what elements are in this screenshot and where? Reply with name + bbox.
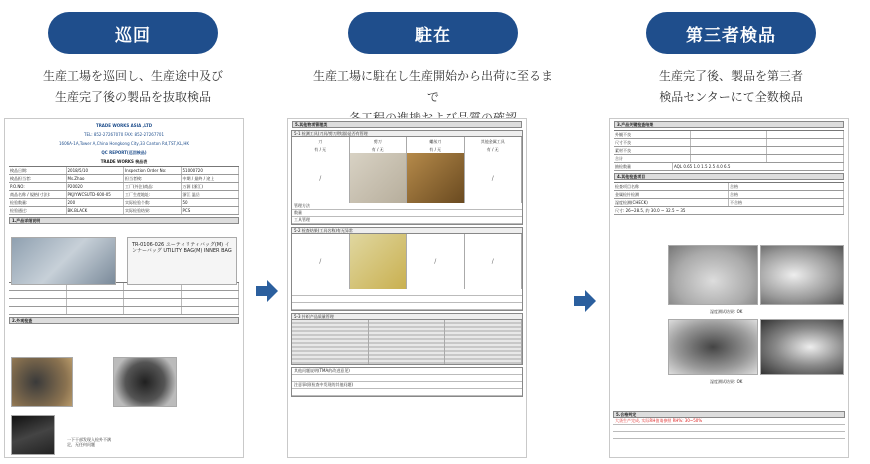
section-check-title: 5-2 检查结果(工具名称)有无异常 [292, 228, 522, 234]
cell: AQL 0.65 1.0 1.5 2.5 4.0 6.5 [673, 163, 844, 170]
cell: 尺寸: 26~28.5, 约 30.0 ~ 32.5 ~ 35 [614, 207, 844, 214]
cell: 检验数量: [9, 199, 67, 206]
cell [9, 299, 67, 306]
count-row: 数量 [292, 210, 522, 217]
check-row [292, 303, 522, 310]
notes-title-2: 注意事項(检查中发现的其他问题) [292, 382, 522, 389]
cell: 实际检验结果: [124, 207, 182, 214]
cell: / [407, 234, 465, 289]
report-subtitle: TRADE WORKS 検品表 [100, 159, 148, 164]
humidity-photo-3 [668, 319, 758, 375]
tool-photo-row [292, 153, 522, 203]
sheet-photo-3 [445, 320, 522, 364]
cell [767, 147, 844, 154]
tests-table [614, 182, 844, 215]
cell: 金属检针检测 [614, 191, 729, 198]
notes-row [292, 389, 522, 396]
title-pill-third-party: 第三者検品 [646, 12, 816, 54]
check-row [292, 296, 522, 303]
cell [767, 131, 844, 138]
cell [691, 139, 768, 146]
final-row [613, 432, 845, 439]
cell: 外観不良 [614, 131, 691, 138]
cell [124, 291, 182, 298]
third-party-inspection-document [609, 118, 849, 458]
final-note: 大货生产完成, 实际RH值请参照 RH%: 30~50% [613, 418, 845, 425]
cell: 湿度检测(CHECK) [614, 199, 729, 206]
desc-patrol-line1: 生産工場を巡回し、生産途中及び [42, 69, 223, 83]
cell: 200 [67, 199, 125, 206]
cell [124, 307, 182, 314]
cell: 2018/5/10 [67, 167, 125, 174]
humidity-photo-2 [760, 245, 844, 305]
cell: 合格 [729, 183, 844, 190]
cell [767, 139, 844, 146]
cell [691, 155, 768, 162]
table-row [614, 183, 844, 191]
table-row [9, 199, 239, 207]
cell [182, 299, 240, 306]
section-knit [291, 313, 523, 365]
cell: 素材不良 [614, 147, 691, 154]
humidity-photo-4 [760, 319, 844, 375]
table-row [614, 163, 844, 171]
table-row [9, 307, 239, 315]
section-knit-title: 5-3 针织产品质量管理 [292, 314, 522, 320]
check-photo-row [292, 234, 522, 289]
cell: / [465, 153, 523, 203]
cell [691, 131, 768, 138]
company-address: 1606A-1A,Tower A,China Hongkong City,33 Canton Rd,TST,KL,HK [59, 141, 189, 146]
cell: 螺丝刀 [407, 137, 465, 145]
cell [124, 299, 182, 306]
arrow-right-icon [256, 280, 278, 302]
screwdriver-photo [407, 153, 465, 203]
humidity-result-1: 湿度测试结果: OK [710, 309, 743, 314]
sheet-photo-1 [292, 320, 369, 364]
cell: 实际检验个数: [124, 199, 182, 206]
label-photo-left [11, 237, 116, 285]
table-row [614, 139, 844, 147]
knit-photo-row [292, 320, 522, 364]
notes-title-1: 其他问题说明(TMA的改进意见) [292, 368, 522, 375]
section-tools-title: 5-1 检测工具(刀具/剪刀/铁器)是否有管理 [292, 131, 522, 137]
section-final: 5.合格判定 [613, 411, 845, 418]
table-row [9, 299, 239, 307]
inspection-table [9, 282, 239, 315]
cell: 担当者検: [124, 175, 182, 182]
cell [67, 307, 125, 314]
product-photo-bag [113, 357, 177, 407]
cell: / [465, 234, 523, 289]
cell [767, 155, 844, 162]
section-tools [291, 130, 523, 225]
table-row [614, 199, 844, 207]
cell: 刀 [292, 137, 350, 145]
cell: 商品名称 / 規格(寸法): [9, 191, 67, 198]
notes-row [292, 375, 522, 382]
company-contact: TEL: 852-27267070 FAX: 852-27267701 [84, 132, 164, 137]
table-row [9, 183, 239, 191]
sheet-photo-2 [369, 320, 446, 364]
column-patrol [8, 0, 258, 108]
cell: 抽检数量 [614, 163, 673, 170]
desc-resident-line1: 生産工場に駐在し生産開始から出荷に至るまで [312, 69, 553, 104]
cell: 剪刀 [350, 137, 408, 145]
humidity-result-2: 湿度测试结果: OK [710, 379, 743, 384]
cell [691, 147, 768, 154]
table-row [9, 167, 239, 175]
cell: 検品日期: [9, 167, 67, 174]
cell: / [292, 153, 350, 203]
label-photo-text: TR-0106-026 ユーティリティバッグ(M) インナーバッグ UTILITY BAG(M) INNER BAG [132, 242, 232, 254]
table-row [9, 175, 239, 183]
cell: Inspection Order No: [124, 167, 182, 174]
cell: 工厂(外注)商品: [124, 183, 182, 190]
label-photo-right [127, 237, 237, 285]
arrow-right-icon [574, 290, 596, 312]
cell [67, 291, 125, 298]
title-pill-patrol: 巡回 [48, 12, 218, 54]
column-resident [308, 0, 558, 129]
cell: 检查项目名称 [614, 183, 729, 190]
cell: 其他金属工具 [465, 137, 523, 145]
cell: Ms.Zhao [67, 175, 125, 182]
product-photo-box [11, 357, 73, 407]
table-row [9, 291, 239, 299]
bottom-note: 一下干部发现入检外不满足，无任何问题 [67, 437, 111, 447]
desc-patrol-line2: 生産完了後の製品を抜取検品 [54, 90, 211, 104]
desc-third-party-line2: 検品センターにて全数検品 [659, 90, 803, 104]
section-notes [291, 367, 523, 397]
scissors-yellow-photo [350, 234, 408, 289]
cell: 检验通过: [9, 207, 67, 214]
resident-inspection-document [287, 118, 527, 458]
cell [9, 307, 67, 314]
cell: 有 / 无 [465, 145, 523, 153]
table-row [9, 207, 239, 215]
cell: 有 / 无 [350, 145, 408, 153]
cell: PCS [182, 207, 240, 214]
humidity-photo-1 [668, 245, 758, 305]
cell [182, 307, 240, 314]
cell: 51000720 [182, 167, 240, 174]
results-table [614, 130, 844, 171]
scissors-photo [350, 153, 408, 203]
table-row [614, 131, 844, 139]
table-row [9, 191, 239, 199]
cell: 有 / 无 [292, 145, 350, 153]
cell: 工厂生産地址: [124, 191, 182, 198]
cell: 合格 [729, 191, 844, 198]
qc-report-document [4, 118, 244, 458]
tool-header-row [292, 137, 522, 145]
table-row [614, 155, 844, 163]
cell: P20020 [67, 183, 125, 190]
table-row [614, 207, 844, 215]
cell: 中期 / 最終 / 途上 [182, 175, 240, 182]
cell: 合计 [614, 155, 691, 162]
cell: PKJ/YWCSUTD-600-05 [67, 191, 125, 198]
tool-yesno-row [292, 145, 522, 153]
table-row [614, 191, 844, 199]
company-name: TRADE WORKS ASIA ,LTD [95, 123, 153, 128]
check-row [292, 289, 522, 296]
report-title: QC REPORT(巡回検品) [101, 150, 147, 155]
cell [182, 291, 240, 298]
section-other-tests: 4.其他检查项目 [614, 173, 844, 180]
table-row [614, 147, 844, 155]
desc-third-party-line1: 生産完了後、製品を第三者 [658, 69, 803, 83]
cell: / [292, 234, 350, 289]
section-key-results: 3.产品关键检查结果 [614, 121, 844, 128]
cell: P.O.NO: [9, 183, 67, 190]
title-pill-resident: 駐在 [348, 12, 518, 54]
cell: 浙江 温岳 [182, 191, 240, 198]
desc-third-party [606, 66, 856, 108]
tool-mgmt-row: 工具管理 [292, 217, 522, 224]
cell: 尺寸不良 [614, 139, 691, 146]
mgmt-row: 管理方法 [292, 203, 522, 210]
cell: 万源 (浙江) [182, 183, 240, 190]
final-row [613, 425, 845, 432]
desc-patrol [8, 66, 258, 108]
section-check [291, 227, 523, 311]
section-appearance: 2.外观检查 [9, 317, 239, 324]
section-title: 5.其他物项管理类 [292, 121, 522, 128]
final-section [613, 411, 845, 439]
section-product-detail: 1.产品详细说明 [9, 217, 239, 224]
cell [67, 299, 125, 306]
cell [9, 291, 67, 298]
cell: BK.BLACK [67, 207, 125, 214]
cell: 50 [182, 199, 240, 206]
product-photo-inner [11, 415, 55, 455]
cell: 有 / 无 [407, 145, 465, 153]
report-info-table [9, 166, 239, 215]
column-third-party [606, 0, 856, 108]
cell: 不合格 [729, 199, 844, 206]
cell: 検品担当者: [9, 175, 67, 182]
